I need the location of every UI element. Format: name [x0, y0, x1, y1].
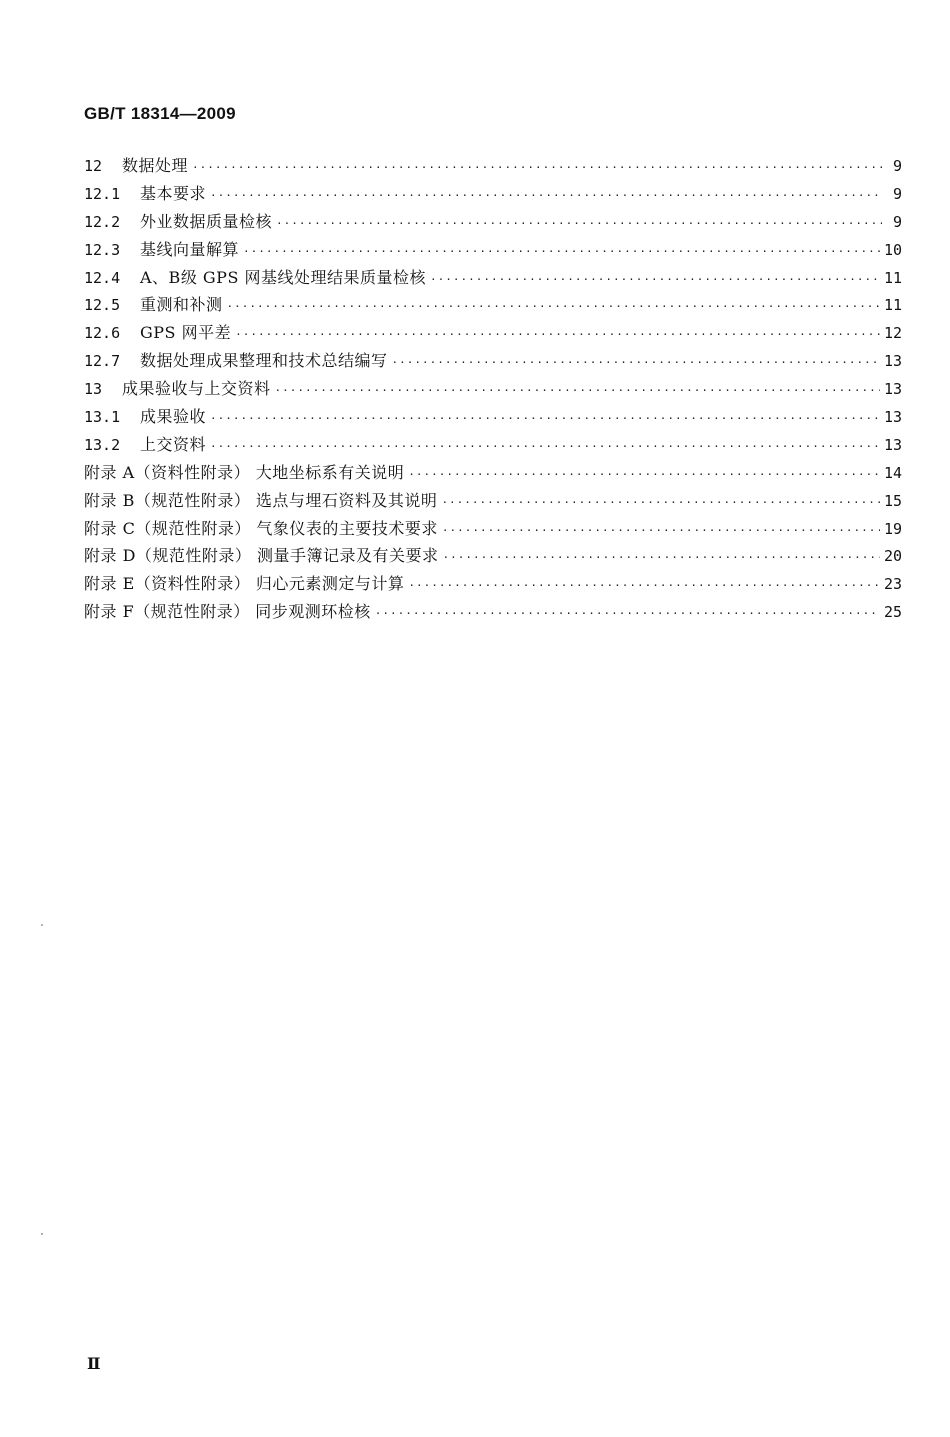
toc-entry[interactable]: [84, 487, 902, 515]
toc-entry-title: 附录 C（规范性附录） 气象仪表的主要技术要求: [84, 518, 438, 538]
toc-entry[interactable]: [84, 319, 902, 347]
toc-entry[interactable]: [84, 598, 902, 626]
toc-entry-number: 12: [84, 157, 103, 175]
toc-dot-leader: [275, 377, 880, 405]
toc-entry-page: 11: [883, 296, 902, 315]
toc-entry[interactable]: [84, 431, 902, 459]
toc-entry-page: 13: [883, 352, 902, 371]
toc-entry-page: 13: [883, 408, 902, 427]
toc-entry-title: 基本要求: [140, 183, 207, 203]
toc-entry-page: 15: [883, 491, 902, 510]
toc-entry-title: 附录 E（资料性附录） 归心元素测定与计算: [84, 574, 405, 594]
toc-entry-title: 基线向量解算: [140, 239, 240, 259]
table-of-contents: [84, 152, 902, 626]
toc-dot-leader: [210, 405, 880, 433]
toc-entry-title: A、B级 GPS 网基线处理结果质量检核: [140, 267, 426, 287]
toc-entry-title: GPS 网平差: [140, 323, 232, 343]
toc-entry[interactable]: [84, 515, 902, 543]
toc-entry-number: 12.7: [84, 352, 121, 371]
toc-dot-leader: [375, 600, 880, 628]
toc-dot-leader: [441, 489, 880, 517]
toc-dot-leader: [442, 517, 880, 545]
toc-dot-leader: [243, 238, 880, 266]
toc-entry-title: 附录 F（规范性附录） 同步观测环检核: [84, 602, 371, 622]
toc-entry-page: 13: [883, 380, 902, 399]
toc-entry-number: 13.2: [84, 435, 121, 454]
toc-entry-page: 19: [883, 519, 902, 538]
toc-entry[interactable]: [84, 375, 902, 403]
toc-entry-number: 12.2: [84, 212, 121, 231]
toc-entry-page: 10: [883, 240, 902, 259]
toc-entry-page: 9: [892, 212, 902, 231]
toc-entry-title: 成果验收: [140, 407, 207, 427]
toc-entry-page: 11: [883, 268, 902, 287]
toc-entry-title: 外业数据质量检核: [140, 211, 273, 231]
toc-entry[interactable]: [84, 459, 902, 487]
toc-entry[interactable]: [84, 236, 902, 264]
toc-entry-number: 12.6: [84, 324, 121, 343]
toc-dot-leader: [408, 461, 880, 489]
toc-entry-page: 12: [883, 324, 902, 343]
toc-entry-number: 12.5: [84, 296, 121, 315]
toc-entry-page: 13: [883, 435, 902, 454]
toc-entry[interactable]: [84, 264, 902, 292]
toc-entry[interactable]: [84, 291, 902, 319]
toc-dot-leader: [210, 433, 880, 461]
toc-entry-page: 23: [883, 575, 902, 594]
toc-entry[interactable]: [84, 180, 902, 208]
toc-entry-number: 13.1: [84, 408, 121, 427]
toc-dot-leader: [276, 210, 882, 238]
toc-dot-leader: [430, 266, 880, 294]
toc-dot-leader: [227, 293, 880, 321]
toc-entry[interactable]: [84, 152, 902, 180]
toc-entry-title: 成果验收与上交资料: [122, 379, 271, 399]
toc-entry-page: 20: [883, 547, 902, 566]
page-number: Ⅱ: [87, 1354, 101, 1373]
toc-entry-number: 12.1: [84, 184, 121, 203]
toc-dot-leader: [408, 572, 880, 600]
toc-entry-title: 附录 D（规范性附录） 测量手簿记录及有关要求: [84, 546, 439, 566]
toc-entry[interactable]: [84, 403, 902, 431]
toc-entry-number: 12.4: [84, 268, 121, 287]
toc-dot-leader: [192, 154, 882, 182]
toc-entry-title: 上交资料: [140, 434, 207, 454]
toc-entry-title: 附录 B（规范性附录） 选点与埋石资料及其说明: [84, 490, 438, 510]
toc-entry-page: 9: [892, 184, 902, 203]
toc-dot-leader: [210, 182, 882, 210]
toc-entry-title: 附录 A（资料性附录） 大地坐标系有关说明: [84, 462, 405, 482]
toc-entry-title: 数据处理成果整理和技术总结编写: [140, 351, 388, 371]
toc-entry-number: 12.3: [84, 240, 121, 259]
scan-speck: [41, 1233, 43, 1235]
toc-dot-leader: [235, 321, 880, 349]
toc-entry[interactable]: [84, 542, 902, 570]
toc-dot-leader: [392, 349, 880, 377]
document-code: GB/T 18314—2009: [84, 104, 236, 123]
toc-entry-number: 13: [84, 380, 103, 399]
toc-dot-leader: [443, 544, 880, 572]
toc-entry-title: 数据处理: [122, 156, 189, 175]
toc-entry[interactable]: [84, 347, 902, 375]
toc-entry[interactable]: [84, 208, 902, 236]
toc-entry-title: 重测和补测: [140, 295, 223, 315]
toc-entry[interactable]: [84, 570, 902, 598]
toc-entry-page: 14: [883, 463, 902, 482]
scan-speck: [41, 924, 43, 926]
toc-entry-page: 25: [883, 603, 902, 622]
toc-entry-page: 9: [892, 157, 902, 175]
